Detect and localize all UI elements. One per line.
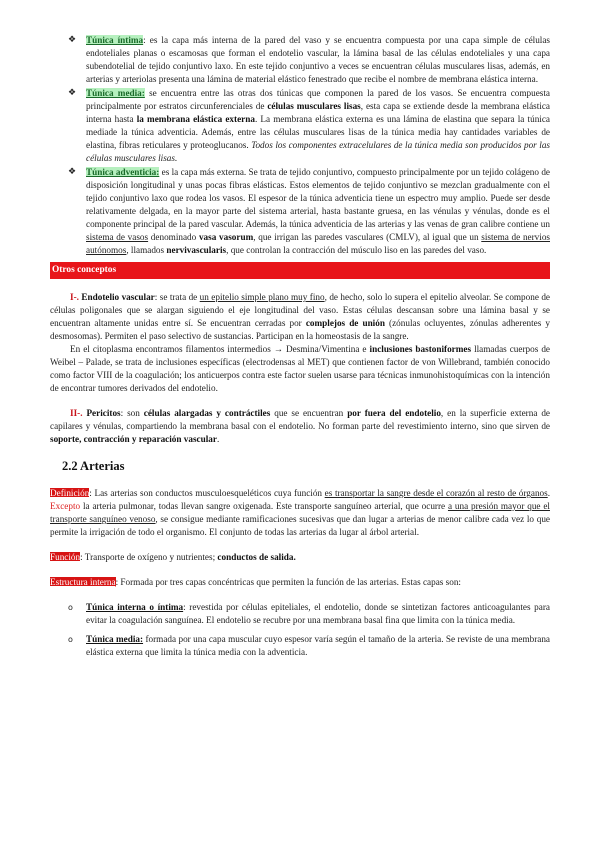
adventicia-text-a: es la capa más externa. Se trata de tejido conjuntivo, compuesto principalmente por un tejido colágeno de disposición longitudinal y unas pocas fibras elásticas. Estos elementos de tejido conjuntivo se mezclan gradualmente con el tejido conjuntivo laxo que rodea los vasos. El espesor de la túnica adventicia tiene un espectro muy amplio. Puede ser desde relativamente delgada, en la mayor parte del sistema arterial, hasta bastante gruesa, en las vénulas y vénulas, donde es el componente principal de la pared vascular. Además, la túnica adventicia de las arterias y las venas de gran calibre contiene un xyxy=(86,167,550,229)
term-tunica-media: Túnica media: xyxy=(86,88,145,98)
circle-bullet-icon: o xyxy=(68,635,73,644)
tunica-media-text-c: . La membrana elástica externa es una lámina de elastina que separa la túnica mediade la túnica adventicia. Además, entre las células musculares lisas de la túnica media hay cantidades variables de elastina, fibras reticulares y proteoglucanos. xyxy=(86,114,550,150)
tunica-intima-text: : es la capa más interna de la pared del vaso y se encuentra compuesta por una capa simple de células endoteliales planas o escamosas que forman el endotelio vascular, la lámina basal de las células endoteliales y una capa subendotelial de tejido conjuntivo laxo. En este tejido conjuntivo a veces se encuentran células musculares lisas, además, en arterias y arteriolas presenta una lámina de material elástico fenestrado que recibe el nombre de membrana elástica interna. xyxy=(86,35,551,84)
tunica-media-bold-b: la membrana elástica externa xyxy=(136,114,255,124)
section-header-otros-conceptos: Otros conceptos xyxy=(50,262,550,279)
term-tunica-intima: Túnica íntima xyxy=(86,35,144,45)
list-item-tunica-adventicia xyxy=(68,166,550,257)
spacer xyxy=(50,539,550,551)
tunica-media-arterias-text: formada por una capa muscular cuyo espesor varía según el tamaño de la arteria. Se reviste de una membrana elástica externa que limita la túnica media con la adventicia. xyxy=(86,634,550,657)
roman-numeral-1: I-. xyxy=(70,292,79,302)
paragraph-funcion xyxy=(50,551,550,564)
tunicas-list xyxy=(50,34,550,257)
definicion-text-b: . xyxy=(547,488,551,498)
citoplasma-bold: inclusiones bastoniformes xyxy=(369,344,472,354)
paragraph-citoplasma xyxy=(50,343,550,395)
citoplasma-text-b: llamadas cuerpos de Weibel – Palade, se trata de inclusiones específicas (electrodensas al MET) que contienen factor de von Willebrand, también conocido como factor VIII de la coagulación; los anticuerpos contra este factor suelen usarse para técnicas inmunohistoquímicas con la intención de encontrar tumores derivados del endotelio. xyxy=(50,344,550,393)
endotelio-under: un epitelio simple plano muy fino xyxy=(199,292,325,302)
pericitos-text-d: . xyxy=(216,434,220,444)
endotelio-bold: complejos de unión xyxy=(305,318,385,328)
adventicia-text-b: denominado xyxy=(148,232,199,242)
diamond-bullet-icon: ❖ xyxy=(68,167,77,177)
term-tunica-media-arterias: Túnica media: xyxy=(86,634,144,644)
definicion-text-c: la arteria pulmonar, todas llevan sangre oxigenada. Este transporte sanguíneo arterial, que ocurre xyxy=(80,501,448,511)
pericitos-text-a: : son xyxy=(120,408,144,418)
spacer xyxy=(50,589,550,601)
adventicia-text-c: , que irrigan las paredes vasculares (CMLV), al igual que un xyxy=(253,232,482,242)
pericitos-bold-a: células alargadas y contráctiles xyxy=(143,408,271,418)
arterias-tunicas-list xyxy=(50,601,550,659)
pericitos-bold-c: soporte, contracción y reparación vascular xyxy=(50,434,217,444)
endotelio-text-b: , de hecho, solo lo supera el epitelio alveolar. Se compone de células poligonales que se alargan siguiendo el eje longitudinal del vaso. Estas células descansan sobre una lámina basal y se encuentran altamente unidas entre sí. Se encuentran cerradas por xyxy=(50,292,551,328)
circle-bullet-icon: o xyxy=(68,603,73,612)
label-estructura-interna: Estructura interna xyxy=(50,577,116,587)
definicion-red: Excepto xyxy=(50,501,81,511)
pericitos-bold-b: por fuera del endotelio xyxy=(347,408,441,418)
tunica-media-text-a: se encuentra entre las otras dos túnicas que componen la pared de los vasos. Se encuentra compuesta principalmente por estratos circunferenciales de xyxy=(86,88,550,111)
adventicia-bold-a: vasa vasorum xyxy=(198,232,254,242)
diamond-bullet-icon: ❖ xyxy=(68,88,77,98)
tunica-media-italic: Todos los componentes extracelulares de la túnica media son producidos por las células musculares lisas. xyxy=(86,140,550,163)
spacer xyxy=(50,564,550,576)
pericitos-text-c: , en la superficie externa de capilares y vénulas, compartiendo la membrana basal con el endotelio. No forman parte del revestimiento interno, sino que sirven de xyxy=(50,408,550,431)
adventicia-text-d: , llamados xyxy=(126,245,167,255)
list-item-tunica-media-arterias xyxy=(68,633,550,659)
adventicia-bold-b: nervivascularis xyxy=(166,245,227,255)
term-tunica-interna: Túnica interna o íntima xyxy=(86,602,184,612)
funcion-bold: conductos de salida. xyxy=(217,552,296,562)
definicion-text-a: : Las arterias son conductos musculoesqueléticos cuya función xyxy=(89,488,325,498)
list-item-tunica-media xyxy=(68,87,550,165)
diamond-bullet-icon: ❖ xyxy=(68,35,77,45)
term-endotelio: Endotelio vascular xyxy=(81,292,155,302)
paragraph-definicion xyxy=(50,487,550,539)
definicion-text-d: , se consigue mediante ramificaciones sucesivas que dan lugar a arterias de menor calibre cada vez lo que permite la irrigación de todo el organismo. El conjunto de todas las arterias da lugar al árbol arterial. xyxy=(50,514,550,537)
definicion-under-a: es transportar la sangre desde el corazón al resto de órganos xyxy=(324,488,548,498)
list-item-tunica-interna xyxy=(68,601,550,627)
label-funcion: Función xyxy=(50,552,81,562)
adventicia-under-b: sistema de nervios autónomos xyxy=(86,232,550,255)
adventicia-text-e: , que controlan la contracción del músculo liso en las paredes del vaso. xyxy=(226,245,487,255)
paragraph-estructura xyxy=(50,576,550,589)
list-item-tunica-intima xyxy=(68,34,551,86)
tunica-interna-text: : revestida por células epiteliales, el endotelio, donde se sintetizan factores anticoagulantes para evitar la coagulación sanguínea. El endotelio se recubre por una membrana basal fina que limita con la túnica media. xyxy=(86,602,550,625)
citoplasma-text-a: En el citoplasma encontramos filamentos intermedios → Desmina/Vimentina e xyxy=(70,344,370,354)
term-tunica-adventicia: Túnica adventicia: xyxy=(86,167,160,177)
definicion-under-b: a una presión mayor que el transporte sanguíneo venoso xyxy=(50,501,550,524)
roman-numeral-2: II-. xyxy=(70,408,83,418)
heading-arterias: 2.2 Arterias xyxy=(62,459,125,473)
label-definicion: Definición xyxy=(50,488,90,498)
spacer xyxy=(50,395,550,407)
endotelio-text-c: (zónulas ocluyentes, zónulas adherentes y desmosomas). Permiten el paso selectivo de sustancias. Participan en la homeostasis de la sangre. xyxy=(50,318,550,341)
paragraph-endotelio xyxy=(50,291,550,343)
funcion-text-a: : Transporte de oxígeno y nutrientes; xyxy=(80,552,218,562)
paragraph-pericitos xyxy=(50,407,550,446)
estructura-text: : Formada por tres capas concéntricas que permiten la función de las arterias. Estas capas son: xyxy=(115,577,461,587)
term-pericitos: Pericitos xyxy=(86,408,121,418)
tunica-media-bold-a: células musculares lisas xyxy=(267,101,361,111)
adventicia-under-a: sistema de vasos xyxy=(86,232,149,242)
tunica-media-text-b: , esta capa se extiende desde la membrana elástica interna hasta xyxy=(86,101,550,124)
pericitos-text-b: que se encuentran xyxy=(270,408,348,418)
endotelio-text-a: : se trata de xyxy=(154,292,200,302)
